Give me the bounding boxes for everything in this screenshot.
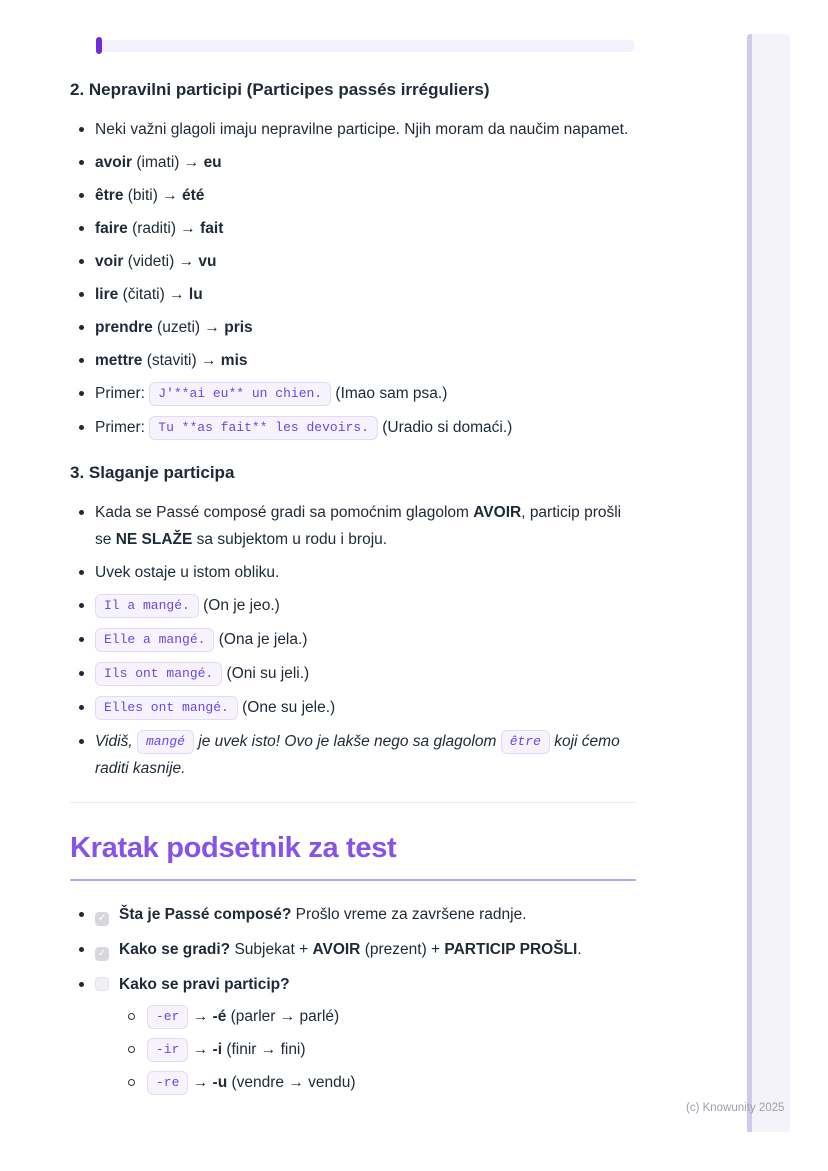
participle-endings-list [95, 1004, 636, 1096]
section-heading-irregular-participles: 2. Nepravilni participi (Participes passés irréguliers) [70, 80, 490, 99]
check-glyph: ✓ [97, 913, 107, 924]
section-divider [70, 802, 636, 803]
inline-code: Il a mangé. [95, 594, 199, 618]
verb-meaning: (videti) [127, 253, 175, 270]
agreement-list [70, 499, 636, 782]
verb-list-item [70, 182, 636, 209]
irregular-participles-list [70, 116, 636, 441]
checklist-answer: Subjekat + [234, 941, 309, 958]
rule-text: Kada se Passé composé gradi sa pomoćnim glagolom [95, 504, 469, 521]
reminder-checklist [70, 901, 636, 1096]
inline-code: Ils ont mangé. [95, 662, 222, 686]
verb-meaning: (uzeti) [157, 319, 201, 336]
verb-meaning: (raditi) [132, 220, 176, 237]
example-list-item [70, 626, 636, 653]
intro-text: Neki važni glagoli imaju nepravilne participe. Njih moram da naučim napamet. [95, 121, 629, 138]
checklist-answer: . [577, 941, 582, 958]
checklist-bold: PARTICIP PROŠLI [444, 941, 578, 958]
arrow-icon: → [178, 253, 195, 270]
verb-meaning: (biti) [127, 187, 158, 204]
verb: lire [95, 286, 119, 303]
inline-code: être [501, 730, 550, 754]
arrow-icon: → [183, 154, 200, 171]
note-text: koji ćemo raditi kasnije. [95, 733, 620, 777]
example-label: Primer: [95, 419, 145, 436]
checklist-question: Kako se gradi? [119, 941, 231, 958]
checklist-item [70, 901, 636, 928]
callout-background [97, 40, 634, 52]
verb: être [95, 187, 124, 204]
example-translation: (On je jeo.) [203, 597, 280, 614]
checklist-item [70, 971, 636, 1096]
verb-list-item [70, 248, 636, 275]
verb-list-item [70, 347, 636, 374]
verb-list-item [70, 215, 636, 242]
example-list-item [70, 592, 636, 619]
checklist-question: Šta je Passé composé? [119, 906, 292, 923]
verb-list-item [70, 314, 636, 341]
page-edge-scrollbar[interactable] [747, 34, 790, 1132]
checklist-question: Kako se pravi particip? [119, 976, 290, 993]
verb-meaning: (čitati) [122, 286, 165, 303]
inline-code: -re [147, 1071, 188, 1095]
example-translation: (Ona je jela.) [218, 631, 308, 648]
verb: mettre [95, 352, 143, 369]
rule-text: Uvek ostaje u istom obliku. [95, 564, 280, 581]
note-list-item [70, 728, 636, 782]
example-list-item [70, 380, 636, 407]
ending-example: (finir → fini) [226, 1041, 306, 1058]
rule-list-item [70, 499, 636, 553]
example-list-item [70, 414, 636, 441]
participle: mis [220, 352, 248, 369]
example-translation: (Oni su jeli.) [226, 665, 310, 682]
verb-list-item [70, 149, 636, 176]
example-translation: (One su jele.) [242, 699, 336, 716]
checklist-item [70, 936, 636, 963]
watermark: (c) Knowunity 2025 [686, 1102, 785, 1114]
checkbox-checked-icon[interactable] [95, 912, 109, 926]
verb: voir [95, 253, 124, 270]
document-content [70, 0, 636, 1104]
example-translation: (Imao sam psa.) [335, 385, 448, 402]
checklist-bold: AVOIR [312, 941, 361, 958]
example-list-item [70, 660, 636, 687]
verb-meaning: (staviti) [146, 352, 197, 369]
ending-list-item [95, 1037, 636, 1063]
arrow-icon: → [192, 1008, 209, 1025]
ending-list-item [95, 1004, 636, 1030]
checklist-answer: Prošlo vreme za završene radnje. [295, 906, 527, 923]
verb: faire [95, 220, 128, 237]
verb-meaning: (imati) [136, 154, 180, 171]
arrow-icon: → [169, 286, 185, 303]
rule-bold: NE SLAŽE [115, 531, 193, 548]
note-text: je uvek isto! Ovo je lakše nego sa glagolom [198, 733, 497, 750]
participle: lu [188, 286, 203, 303]
arrow-icon: → [204, 319, 220, 336]
arrow-icon: → [192, 1074, 209, 1091]
callout-accent-bar [96, 37, 102, 54]
page-title-reminder: Kratak podsetnik za test [70, 832, 397, 864]
participle: fait [200, 220, 224, 237]
ending-example: (parler → parlé) [230, 1008, 340, 1025]
ending-list-item [95, 1070, 636, 1096]
inline-code: -er [147, 1005, 188, 1029]
list-item [70, 116, 636, 143]
participle: eu [203, 154, 222, 171]
inline-code: Tu **as fait** les devoirs. [149, 416, 378, 440]
arrow-icon: → [192, 1041, 209, 1058]
rule-list-item [70, 559, 636, 586]
section-heading-participle-agreement: 3. Slaganje participa [70, 463, 235, 482]
participle: pris [224, 319, 253, 336]
ending-result: -i [212, 1041, 222, 1058]
title-underline [70, 879, 636, 881]
example-translation: (Uradio si domaći.) [382, 419, 513, 436]
arrow-icon: → [162, 187, 178, 204]
ending-example: (vendre → vendu) [231, 1074, 356, 1091]
inline-code: Elle a mangé. [95, 628, 214, 652]
check-glyph: ✓ [97, 948, 107, 959]
ending-result: -é [212, 1008, 227, 1025]
inline-code: J'**ai eu** un chien. [149, 382, 331, 406]
ending-result: -u [212, 1074, 228, 1091]
verb: avoir [95, 154, 133, 171]
arrow-icon: → [180, 220, 196, 237]
inline-code: -ir [147, 1038, 188, 1062]
rule-bold: AVOIR [473, 504, 522, 521]
verb-list-item [70, 281, 636, 308]
example-label: Primer: [95, 385, 145, 402]
checklist-answer: (prezent) + [364, 941, 441, 958]
checkbox-checked-icon[interactable] [95, 947, 109, 961]
participle: été [182, 187, 205, 204]
participle: vu [198, 253, 217, 270]
callout-remnant [96, 38, 636, 53]
inline-code: Elles ont mangé. [95, 696, 238, 720]
inline-code: mangé [137, 730, 194, 754]
rule-text: sa subjektom u rodu i broju. [196, 531, 388, 548]
checkbox-unchecked-icon[interactable] [95, 977, 109, 991]
arrow-icon: → [200, 352, 217, 369]
example-list-item [70, 694, 636, 721]
note-text: Vidiš, [95, 733, 133, 750]
rule-text: , particip prošli se [95, 504, 622, 548]
verb: prendre [95, 319, 153, 336]
